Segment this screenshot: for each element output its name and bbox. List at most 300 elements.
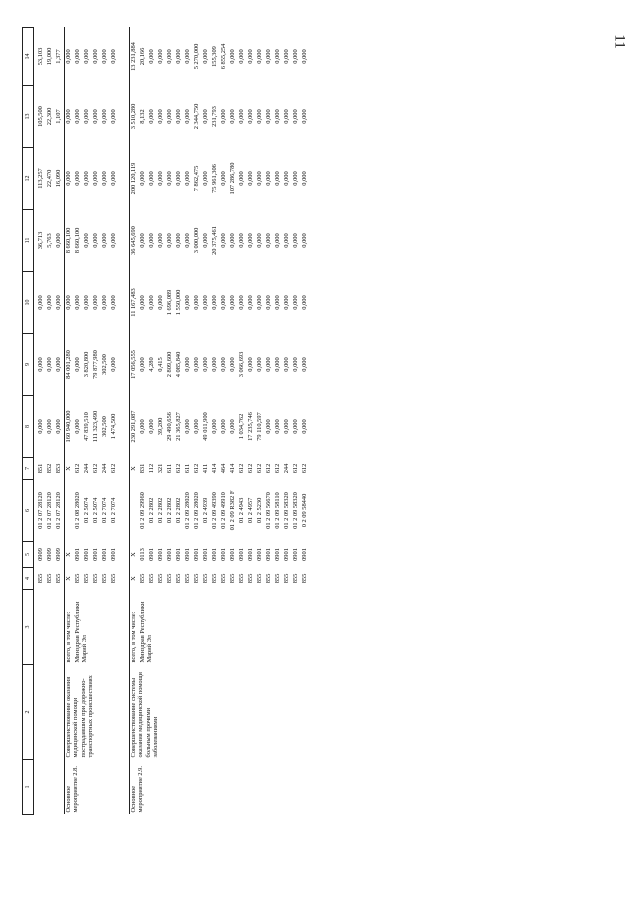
cell: 0,000 — [255, 171, 263, 186]
cell: 0,000 — [183, 49, 191, 64]
cell: 612 — [300, 463, 308, 474]
cell: 39,200 — [156, 417, 164, 436]
cell: 0,000 — [282, 109, 290, 124]
cell: 0,000 — [64, 272, 74, 334]
cell: 8 660,100 — [73, 227, 81, 254]
cell: 0901 — [210, 548, 218, 561]
cell: 5 270,000 — [192, 43, 200, 70]
cell: 01 2 09 58320 — [291, 492, 299, 529]
cell: 0,000 — [36, 357, 44, 372]
cell: 0,000 — [147, 233, 155, 248]
column-number: 9 — [23, 334, 34, 396]
cell: 0,000 — [192, 357, 200, 372]
cell: 01 2 09 49910 — [219, 492, 227, 529]
cell: 79 110,597 — [255, 412, 263, 441]
cell: 855 — [165, 573, 173, 584]
cell: 0901 — [300, 548, 308, 561]
column-number: 6 — [23, 480, 34, 542]
cell: 36 645,690 — [129, 210, 139, 272]
column-number: 14 — [23, 28, 34, 86]
cell: 411 — [201, 463, 209, 474]
cell: 0,000 — [201, 295, 209, 310]
cell: 0,000 — [273, 419, 281, 434]
column-number: 8 — [23, 396, 34, 458]
cell: 0,000 — [228, 419, 236, 434]
cell: 0901 — [183, 548, 191, 561]
cell: 855 — [264, 573, 272, 584]
cell: 0,000 — [300, 109, 308, 124]
cell: 0,000 — [73, 419, 81, 434]
cell: 612 — [291, 463, 299, 474]
cell: 01 2 2802 — [165, 497, 173, 524]
cell: 855 — [138, 573, 146, 584]
cell: 0,000 — [183, 295, 191, 310]
cell: 855 — [282, 573, 290, 584]
cell: 01 2 5230 — [255, 497, 263, 524]
cell: 0,000 — [201, 109, 209, 124]
cell: 612 — [264, 463, 272, 474]
cell: 0,000 — [54, 357, 62, 372]
cell: 3 510,280 — [129, 86, 139, 148]
cell: 0,000 — [201, 49, 209, 64]
cell: 0,000 — [228, 295, 236, 310]
cell: 0,000 — [54, 295, 62, 310]
cell: 855 — [300, 573, 308, 584]
cell: 0,000 — [246, 295, 254, 310]
cell: 0,000 — [300, 171, 308, 186]
cell: 0,000 — [300, 357, 308, 372]
table-row — [55, 28, 65, 815]
cell: 855 — [210, 573, 218, 584]
cell: 2 344,750 — [192, 103, 200, 130]
cell: 0,000 — [300, 419, 308, 434]
cell: 0,000 — [291, 109, 299, 124]
cell: 0,000 — [91, 295, 99, 310]
cell: 01 2 2802 — [174, 497, 182, 524]
measure-code: Основное мероприятие 2.9. — [129, 760, 310, 815]
cell: 01 2 07 28120 — [45, 492, 53, 529]
cell: 0,000 — [219, 171, 227, 186]
cell: 16,090 — [54, 169, 62, 188]
cell: 0,000 — [282, 419, 290, 434]
cell: 3 820,800 — [82, 351, 90, 378]
cell: 0901 — [228, 548, 236, 561]
cell — [64, 480, 74, 542]
cell: 831 — [138, 463, 146, 474]
cell: 0,000 — [156, 109, 164, 124]
cell: 0,000 — [100, 233, 108, 248]
cell: 0,000 — [147, 295, 155, 310]
cell: 0,000 — [36, 295, 44, 310]
funding-total-label: всего, в том числе: — [129, 590, 139, 665]
cell: 29 490,656 — [165, 412, 173, 441]
cell: 414 — [210, 463, 218, 474]
cell: 0,000 — [246, 49, 254, 64]
cell: 0,000 — [273, 233, 281, 248]
cell: 47 839,510 — [82, 412, 90, 441]
cell: X — [64, 568, 74, 590]
cell: 1 696,089 — [165, 289, 173, 316]
column-number-row — [23, 28, 34, 815]
cell: 855 — [183, 573, 191, 584]
cell: 0901 — [192, 548, 200, 561]
cell: 0,000 — [237, 109, 245, 124]
cell: 0,000 — [300, 49, 308, 64]
cell: 853 — [54, 463, 62, 474]
cell: 8 660,100 — [64, 210, 74, 272]
cell: 612 — [237, 463, 245, 474]
cell: 0,000 — [291, 357, 299, 372]
cell: 855 — [73, 573, 81, 584]
cell: 0,000 — [82, 295, 90, 310]
cell: 0901 — [237, 548, 245, 561]
cell: 855 — [192, 573, 200, 584]
cell: 244 — [100, 463, 108, 474]
cell: 0,000 — [156, 171, 164, 186]
cell: 302,500 — [100, 416, 108, 437]
cell: 0,000 — [183, 233, 191, 248]
cell: 321 — [156, 463, 164, 474]
cell: 0,000 — [291, 295, 299, 310]
cell: 21 365,827 — [174, 412, 182, 441]
cell: 6 855,254 — [219, 43, 227, 70]
cell: 0,000 — [228, 357, 236, 372]
cell: 0,000 — [138, 171, 146, 186]
cell: 0,000 — [91, 109, 99, 124]
cell: 612 — [73, 463, 81, 474]
cell: 0,000 — [174, 171, 182, 186]
cell: 855 — [45, 573, 53, 584]
cell: 0909 — [54, 548, 62, 561]
cell: 855 — [82, 573, 90, 584]
cell: 0,000 — [210, 295, 218, 310]
cell: 0,000 — [282, 357, 290, 372]
cell: 0,000 — [138, 233, 146, 248]
cell: 01 2 4939 — [201, 497, 209, 524]
cell: 855 — [228, 573, 236, 584]
cell: 0,000 — [192, 295, 200, 310]
cell: 0,000 — [246, 357, 254, 372]
cell: 0,000 — [138, 295, 146, 310]
measure-title: Совершенствование оказания медицинской помощи пострадавшим при дорожно-транспортных происшествиях — [64, 665, 119, 760]
cell: 855 — [147, 573, 155, 584]
cell: 0901 — [100, 548, 108, 561]
cell: 0,000 — [300, 295, 308, 310]
cell: 13 231,884 — [129, 28, 139, 86]
cell: 0,000 — [138, 357, 146, 372]
cell: 0,000 — [273, 295, 281, 310]
cell: 0,000 — [91, 171, 99, 186]
cell: 01 2 08 28020 — [73, 492, 81, 529]
cell: 0901 — [201, 548, 209, 561]
column-number: 11 — [23, 210, 34, 272]
cell: 0,000 — [291, 419, 299, 434]
cell: 0,000 — [147, 49, 155, 64]
cell: 0901 — [82, 548, 90, 561]
cell: 01 2 09 28020 — [192, 492, 200, 529]
cell: 464 — [219, 463, 227, 474]
cell: 0,000 — [73, 49, 81, 64]
cell: 19,000 — [45, 47, 53, 66]
cell: 0,000 — [82, 171, 90, 186]
cell: 1 474,500 — [109, 413, 117, 440]
cell: 0,000 — [82, 233, 90, 248]
cell: 855 — [255, 573, 263, 584]
cell: 0909 — [36, 548, 44, 561]
cell: 0,000 — [255, 49, 263, 64]
cell: 0,000 — [91, 49, 99, 64]
cell: 0901 — [165, 548, 173, 561]
cell: 0901 — [291, 548, 299, 561]
cell: 0,000 — [73, 109, 81, 124]
cell: 0901 — [73, 548, 81, 561]
cell: 0,000 — [282, 171, 290, 186]
column-number: 4 — [23, 568, 34, 590]
cell: 0,000 — [183, 357, 191, 372]
cell: 0,000 — [264, 49, 272, 64]
cell: 01 2 09 49390 — [210, 492, 218, 529]
table-row — [46, 28, 55, 815]
cell: X — [129, 568, 139, 590]
cell: 0,000 — [192, 419, 200, 434]
cell: 611 — [165, 463, 173, 474]
cell: 0,000 — [210, 419, 218, 434]
cell: 0,000 — [45, 419, 53, 434]
cell: 0,000 — [273, 49, 281, 64]
cell: 84 001,280 — [64, 334, 74, 396]
cell: 01 2 4957 — [246, 497, 254, 524]
cell: 0,000 — [156, 295, 164, 310]
cell: 49 011,900 — [201, 412, 209, 441]
cell: 855 — [109, 573, 117, 584]
cell: 01 2 5074 — [82, 497, 90, 524]
cell: 1,377 — [54, 49, 62, 64]
column-number: 13 — [23, 86, 34, 148]
column-number: 3 — [23, 590, 34, 665]
cell: 0,000 — [54, 419, 62, 434]
cell: 1 034,762 — [237, 413, 245, 440]
cell: 0,000 — [219, 109, 227, 124]
cell: 0,000 — [264, 295, 272, 310]
cell: 0,000 — [45, 295, 53, 310]
cell: 22,470 — [45, 169, 53, 188]
cell: 0,000 — [219, 295, 227, 310]
cell: 0,000 — [201, 171, 209, 186]
cell: 0901 — [91, 548, 99, 561]
cell: 611 — [183, 463, 191, 474]
cell: 0,000 — [246, 109, 254, 124]
cell: 0,000 — [156, 49, 164, 64]
cell: 0,000 — [174, 233, 182, 248]
cell: 20 375,461 — [210, 226, 218, 255]
cell: 0,000 — [291, 171, 299, 186]
cell: 01 2 4943 — [237, 497, 245, 524]
cell: 2 809,600 — [165, 351, 173, 378]
cell: 113,257 — [36, 168, 44, 189]
executor: Минздрав Республики Марий Эл — [138, 601, 154, 663]
cell: 01 2 7074 — [109, 497, 117, 524]
cell: 0,000 — [255, 109, 263, 124]
cell: X — [129, 542, 139, 568]
executor: Минздрав Республики Марий Эл — [73, 601, 89, 663]
cell: 855 — [36, 573, 44, 584]
cell: 855 — [219, 573, 227, 584]
budget-table — [22, 27, 310, 815]
cell: 01 2 2802 — [147, 497, 155, 524]
cell: 105,500 — [36, 106, 44, 127]
cell: 0,000 — [183, 419, 191, 434]
cell: 0,000 — [174, 109, 182, 124]
cell: 36,713 — [36, 231, 44, 250]
cell: 0,000 — [100, 49, 108, 64]
cell: 0909 — [45, 548, 53, 561]
table-row — [37, 28, 46, 815]
cell: X — [64, 458, 74, 480]
cell: 855 — [100, 573, 108, 584]
cell: 414 — [228, 463, 236, 474]
cell: 0,000 — [138, 419, 146, 434]
column-number: 10 — [23, 272, 34, 334]
cell: 0901 — [219, 548, 227, 561]
cell: 855 — [201, 573, 209, 584]
cell: X — [64, 542, 74, 568]
cell: 0,000 — [282, 49, 290, 64]
cell: 0,000 — [264, 419, 272, 434]
cell: 0,000 — [73, 295, 81, 310]
page-number: 11 — [611, 34, 628, 49]
cell: 0,000 — [100, 109, 108, 124]
cell: 0,000 — [64, 86, 74, 148]
cell: 231,793 — [210, 106, 218, 127]
cell: 612 — [246, 463, 254, 474]
cell: 0,000 — [156, 233, 164, 248]
cell: 0,000 — [264, 233, 272, 248]
cell: 0,000 — [273, 109, 281, 124]
cell: 0,000 — [228, 233, 236, 248]
cell: 0,000 — [228, 49, 236, 64]
column-number: 12 — [23, 148, 34, 210]
cell: 17 056,555 — [129, 334, 139, 396]
cell: 0,000 — [174, 49, 182, 64]
cell: 0,000 — [109, 357, 117, 372]
cell: 612 — [91, 463, 99, 474]
cell: 244 — [282, 463, 290, 474]
cell: 302,500 — [100, 354, 108, 375]
cell: 0,000 — [264, 357, 272, 372]
cell: 01 2 09 28020 — [183, 492, 191, 529]
cell: 160 940,000 — [64, 396, 74, 458]
cell: 0,000 — [219, 357, 227, 372]
cell: 0,000 — [219, 233, 227, 248]
cell: 0,000 — [147, 419, 155, 434]
cell: 0113 — [138, 548, 146, 561]
cell: 0,000 — [100, 171, 108, 186]
cell: 0,000 — [291, 49, 299, 64]
cell: 0,000 — [109, 295, 117, 310]
cell: 7 862,475 — [192, 165, 200, 192]
cell: 855 — [273, 573, 281, 584]
cell: 22,300 — [45, 107, 53, 126]
cell: 01 2 09 56670 — [264, 492, 272, 529]
cell: 0,000 — [201, 357, 209, 372]
column-number: 7 — [23, 458, 34, 480]
cell: 0,000 — [291, 233, 299, 248]
cell: 612 — [192, 463, 200, 474]
cell: 852 — [45, 463, 53, 474]
cell: 5,763 — [45, 233, 53, 248]
cell: 851 — [36, 463, 44, 474]
cell: 0,000 — [109, 171, 117, 186]
cell: 11 167,483 — [129, 272, 139, 334]
cell: 0,000 — [210, 357, 218, 372]
measure-code: Основное мероприятие 2.8. — [64, 760, 119, 815]
cell: 0,000 — [109, 49, 117, 64]
cell: 0901 — [147, 548, 155, 561]
cell: 0,000 — [255, 295, 263, 310]
cell: 0901 — [174, 548, 182, 561]
cell: 0,000 — [109, 233, 117, 248]
cell: 0901 — [109, 548, 117, 561]
cell: 155,309 — [210, 46, 218, 67]
column-number: 5 — [23, 542, 34, 568]
cell: 855 — [174, 573, 182, 584]
cell: 0,000 — [246, 233, 254, 248]
cell: 0901 — [282, 548, 290, 561]
cell: 107 286,780 — [228, 162, 236, 195]
cell: 0,000 — [255, 233, 263, 248]
cell: 0,415 — [156, 357, 164, 372]
cell: 0 2 09 58440 — [300, 493, 308, 528]
cell: 0,000 — [165, 233, 173, 248]
cell: 612 — [174, 463, 182, 474]
cell — [129, 480, 139, 542]
cell: 0,000 — [282, 233, 290, 248]
cell: 855 — [237, 573, 245, 584]
column-number: 1 — [23, 760, 34, 815]
cell: 01 2 2802 — [156, 497, 164, 524]
cell: 230 291,087 — [129, 396, 139, 458]
cell: 0901 — [246, 548, 254, 561]
funding-total-label: всего, в том числе: — [64, 590, 74, 665]
cell: 0,000 — [45, 357, 53, 372]
cell: 79 877,980 — [91, 350, 99, 379]
cell: 01 2 09 58320 — [282, 492, 290, 529]
cell: 8,132 — [138, 109, 146, 124]
cell: 0,000 — [255, 357, 263, 372]
cell: 112 — [147, 463, 155, 474]
cell: X — [129, 458, 139, 480]
cell: 0,000 — [165, 109, 173, 124]
cell: 855 — [91, 573, 99, 584]
cell: 0,000 — [73, 357, 81, 372]
cell: 01 2 5074 — [91, 497, 99, 524]
cell: 0901 — [255, 548, 263, 561]
cell: 0901 — [156, 548, 164, 561]
cell: 0,000 — [36, 419, 44, 434]
cell: 75 961,306 — [210, 164, 218, 193]
cell: 0,000 — [73, 171, 81, 186]
cell: 20,166 — [138, 47, 146, 66]
cell: 1,107 — [54, 109, 62, 124]
cell: 17 235,746 — [246, 412, 254, 441]
cell: 0,000 — [237, 233, 245, 248]
cell: 4 085,840 — [174, 351, 182, 378]
cell: 53,103 — [36, 47, 44, 66]
cell: 244 — [82, 463, 90, 474]
cell: 855 — [246, 573, 254, 584]
cell: 0,000 — [237, 171, 245, 186]
cell: 0,000 — [246, 171, 254, 186]
